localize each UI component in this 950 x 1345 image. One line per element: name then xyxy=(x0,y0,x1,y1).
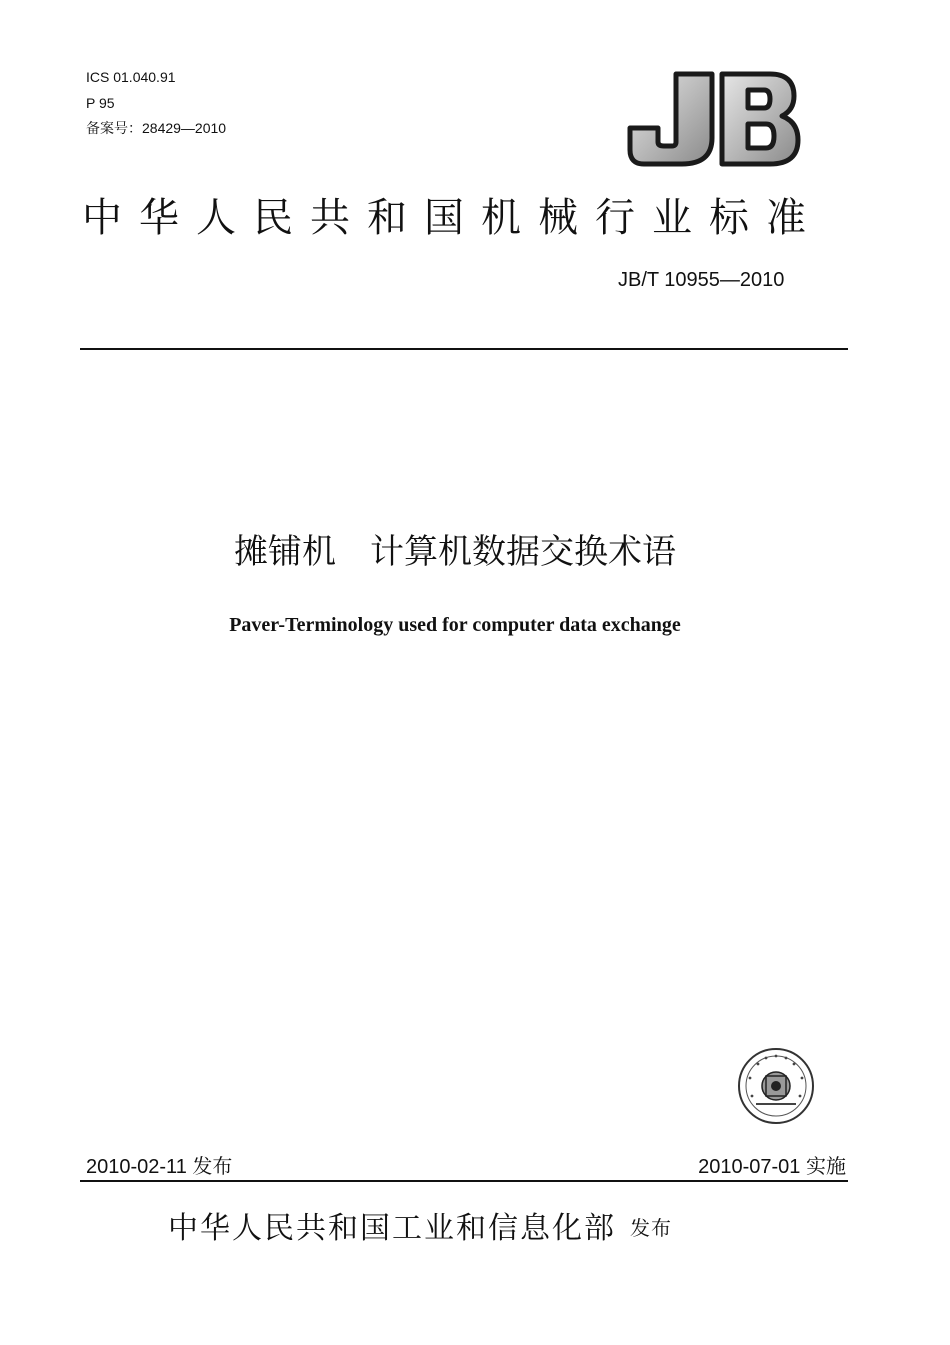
standard-code: JB/T 10955—2010 xyxy=(618,269,785,291)
footer-divider xyxy=(80,1180,848,1182)
issuer-suffix: 发布 xyxy=(630,1216,672,1240)
record-number: 备案号：28429—2010 xyxy=(86,120,227,136)
publish-date: 2010-02-11 发布 xyxy=(86,1156,233,1178)
issuer-name: 中华人民共和国工业和信息化部 xyxy=(168,1211,616,1246)
jb-logo xyxy=(624,66,802,172)
title-chinese: 摊铺机 计算机数据交换术语 xyxy=(234,532,676,572)
ics-code: ICS 01.040.91 xyxy=(86,69,176,85)
publisher-seal xyxy=(736,1046,816,1126)
ccs-code: P 95 xyxy=(86,95,115,111)
header-divider xyxy=(80,348,848,350)
implement-date: 2010-07-01 实施 xyxy=(698,1156,846,1178)
standard-heading: 中华人民共和国机械行业标准 xyxy=(82,195,823,241)
issuer-line xyxy=(168,1208,672,1249)
title-english: Paver-Terminology used for computer data exchange xyxy=(229,614,681,636)
